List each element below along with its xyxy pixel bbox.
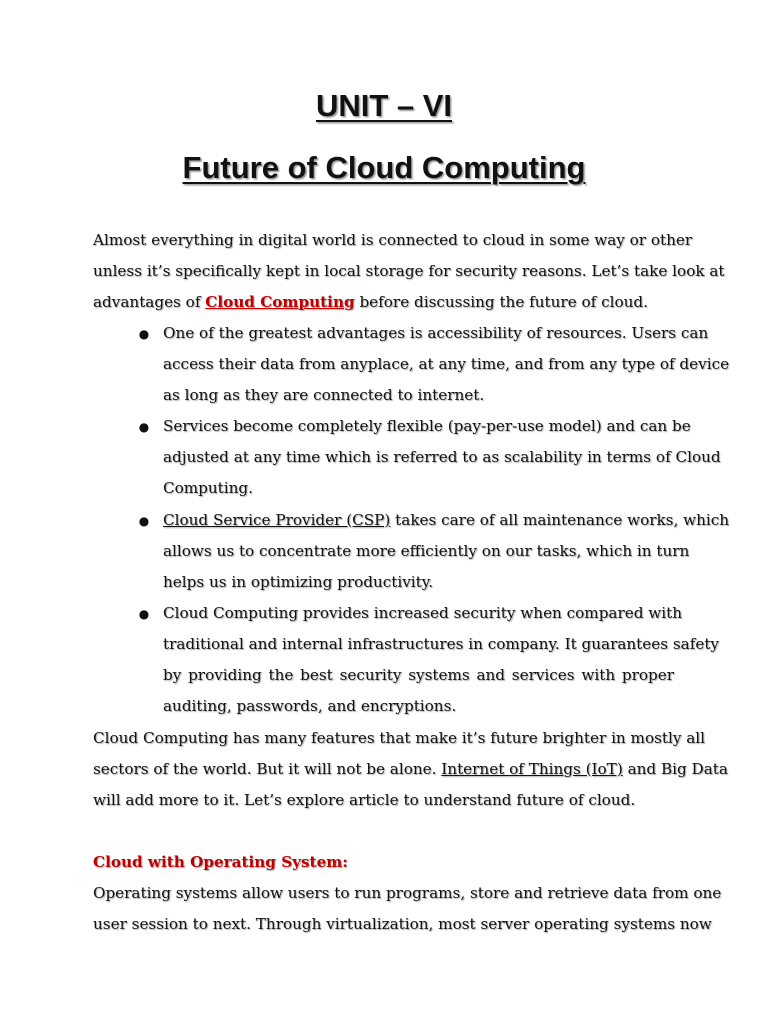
intro-line-3-prefix: advantages of xyxy=(93,293,201,311)
bullet-3-line-1 xyxy=(163,510,730,530)
bullet-3-line-1-rest: takes care of all maintenance works, which xyxy=(395,511,730,529)
bullet-3-line-3: helps us in optimizing productivity. xyxy=(163,573,434,591)
unit-heading: UNIT – VI xyxy=(315,88,453,123)
csp-link[interactable]: Cloud Service Provider (CSP) xyxy=(163,511,391,529)
bullet-4-line-3: by providing the best security systems and services with proper xyxy=(163,666,674,684)
intro-line-3 xyxy=(93,292,674,312)
section-line-1: Operating systems allow users to run programs, store and retrieve data from one xyxy=(93,884,722,902)
bullet-icon: ● xyxy=(138,420,150,434)
iot-link[interactable]: Internet of Things (IoT) xyxy=(441,760,623,778)
bullet-2-line-2: adjusted at any time which is referred to as scalability in terms of Cloud xyxy=(163,448,721,466)
closing-line-1: Cloud Computing has many features that make it’s future brighter in mostly all xyxy=(93,729,706,747)
bullet-1-line-2: access their data from anyplace, at any time, and from any type of device xyxy=(163,355,730,373)
intro-line-3-suffix: before discussing the future of cloud. xyxy=(359,293,648,311)
closing-line-2-suffix: and Big Data xyxy=(627,760,728,778)
bullet-1-line-1: One of the greatest advantages is accessibility of resources. Users can xyxy=(163,324,709,342)
bullet-icon: ● xyxy=(138,327,150,341)
closing-line-2-prefix: sectors of the world. But it will not be alone. xyxy=(93,760,437,778)
page-title: Future of Cloud Computing xyxy=(182,150,586,185)
cloud-computing-link[interactable]: Cloud Computing xyxy=(205,293,355,311)
bullet-icon: ● xyxy=(138,607,150,621)
bullet-4-line-1: Cloud Computing provides increased security when compared with xyxy=(163,604,683,622)
bullet-icon: ● xyxy=(138,514,150,528)
section-heading: Cloud with Operating System: xyxy=(93,853,348,871)
closing-line-3: will add more to it. Let’s explore article to understand future of cloud. xyxy=(93,791,636,809)
bullet-2-line-3: Computing. xyxy=(163,479,253,497)
bullet-1-line-3: as long as they are connected to internet. xyxy=(163,386,485,404)
intro-line-2: unless it’s specifically kept in local storage for security reasons. Let’s take look at xyxy=(93,262,725,280)
closing-line-2 xyxy=(93,759,728,779)
intro-line-1: Almost everything in digital world is connected to cloud in some way or other xyxy=(93,231,693,249)
bullet-4-line-2: traditional and internal infrastructures in company. It guarantees safety xyxy=(163,635,720,653)
bullet-4-line-4: auditing, passwords, and encryptions. xyxy=(163,697,457,715)
bullet-2-line-1: Services become completely flexible (pay-per-use model) and can be xyxy=(163,417,691,435)
section-line-2: user session to next. Through virtualization, most server operating systems now xyxy=(93,915,712,933)
bullet-3-line-2: allows us to concentrate more efficiently on our tasks, which in turn xyxy=(163,542,690,560)
